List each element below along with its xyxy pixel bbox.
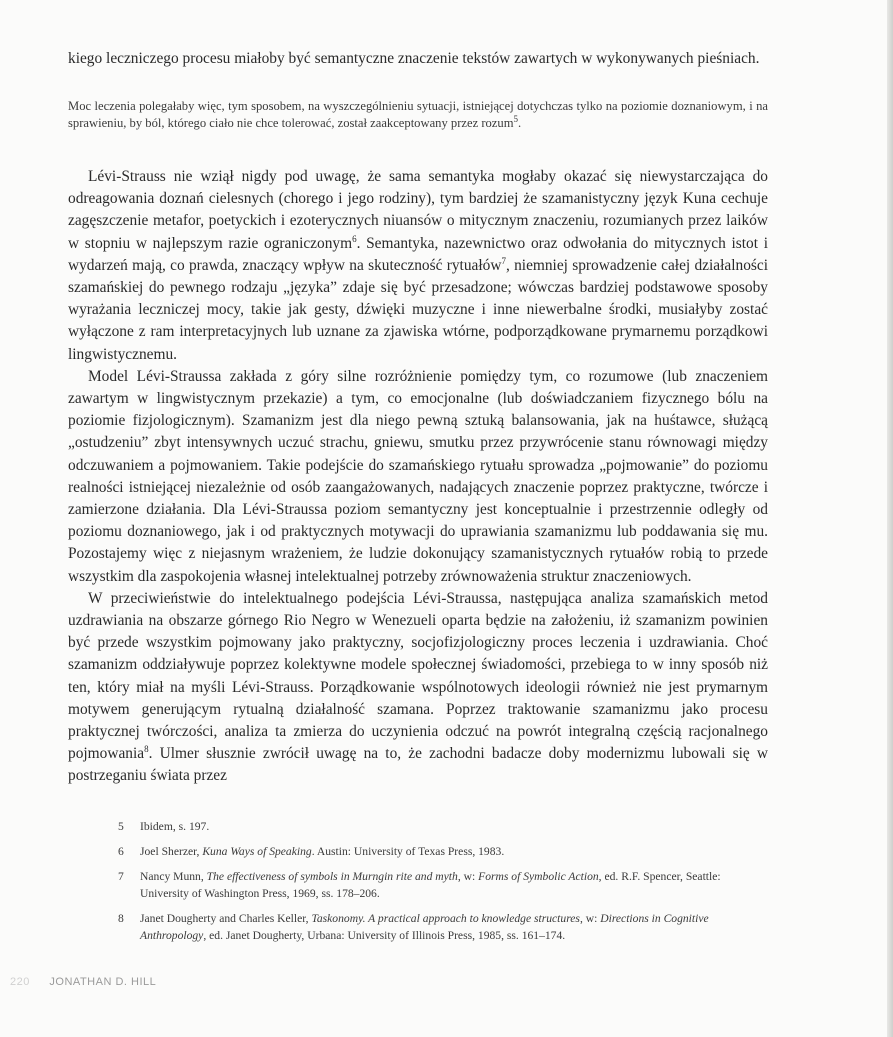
body-paragraph [68,366,768,588]
body-paragraph [68,166,768,366]
footnote-text [140,910,766,944]
page-edge-shadow [887,0,893,1037]
text-run: . Ulmer słusznie zwrócił uwagę na to, że zachodni badacze doby modernizmu lubowali się w postrzeganiu świata przez [68,745,768,785]
footnote-item [118,868,766,902]
text-run: . Austin: University of Texas Press, 1983. [311,845,505,858]
page-number: 220 [10,976,30,988]
italic-title: The effectiveness of symbols in Murngin rite and myth [206,870,458,883]
footnote-number: 6 [118,845,124,858]
text-run: , w: [457,870,479,883]
text-run: , ed. Janet Dougherty, Urbana: University of Illinois Press, 1985, ss. 161–174. [203,929,566,942]
footnote-ref[interactable]: 7 [501,255,506,266]
footnote-number: 7 [118,870,124,883]
italic-title: Taskonomy. A practical approach to knowledge structures [311,912,580,925]
quote-end: . [518,116,522,130]
running-author: JONATHAN D. HILL [49,976,157,988]
quote-text: Moc leczenia polegałaby więc, tym sposobem, na wyszczególnieniu sytuacji, istniejącej dotychczas tylko na poziomie doznaniowym, i na sprawieniu, by ból, którego ciało nie chce tolerować, został zaakceptowany przez rozum [68,99,768,130]
text-run: W przeciwieństwie do intelektualnego podejścia Lévi-Straussa, następująca analiza szamańskich metod uzdrawiania na obszarze górnego Rio Negro w Wenezueli oparta będzie na założeniu, iż szamanizm powinien być przede wszystkim pojmowany jako praktyczny, socjofizjologiczny proces leczenia i uzdrawiania. Choć szamanizm oddziaływuje poprzez kolektywne modele społecznej świadomości, przebiega to w inny sposób niż ten, który miał na myśli Lévi-Strauss. Porządkowanie wspólnotowych ideologii również nie jest prymarnym motywem generującym rytualną działalność szamana. Poprzez traktowanie szamanizmu jako procesu praktycznej twórczości, analiza ta zmierza do uczynienia odczuć na powrót integralną częścią racjonalnego pojmowania [68,589,768,763]
footnote-text [140,843,766,860]
footnotes-section [118,818,766,952]
block-quote [68,98,768,132]
text-run: Ibidem, s. 197. [140,820,210,833]
text-run: Lévi-Strauss nie wziął nigdy pod uwagę, że sama semantyka mogłaby okazać się niewystarczająca do odreagowania doznań cielesnych (chorego i jego rodziny), tym bardziej że szamanistyczny język Kuna cechuje zagęszczenie metafor, poetyckich i ezoterycznych niuansów o mitycznym znaczeniu, rozumianych przez laików w stopniu w najlepszym razie ograniczonym [68,168,768,252]
footnote-text [140,868,766,902]
text-run: Model Lévi-Straussa zakłada z góry silne rozróżnienie pomiędzy tym, co rozumowe (lub znaczeniem zawartym w lingwistycznym przekazie) a tym, co emocjonalne (lub doświadczaniem fizycznego bólu na poziomie fizjologicznym). Szamanizm jest dla niego pewną sztuką balansowania, jak na huśtawce, służącą „ostudzeniu” zbyt intensywnych uczuć strachu, gniewu, smutku przez przywrócenie stanu równowagi między odczuwaniem a pojmowaniem. Takie podejście do szamańskiego rytuału sprowadza „pojmowanie” do poziomu realności istniejącej niezależnie od osób zaangażowanych, nadających znaczenie poprzez praktyczne, twórcze i zamierzone działania. Dla Lévi-Straussa poziom semantyczny jest konceptualnie i przestrzennie odległy od poziomu doznaniowego, jak i od praktycznych motywacji do uprawiania szamanizmu lub poddawania się mu. Pozostajemy więc z niejasnym wrażeniem, że ludzie dokonujący szamanistycznych rytuałów robią to przede wszystkim dla zaspokojenia własnej intelektualnej potrzeby zrównoważenia struktur znaczeniowych. [68,367,768,585]
footnote-ref[interactable]: 6 [352,233,357,244]
text-run: , w: [579,912,601,925]
text-run: . Semantyka, nazewnictwo oraz odwołania do mitycznych istot i wydarzeń mają, co prawda, znaczący wpływ na skuteczność rytuałów [68,234,769,274]
text-run: Joel Sherzer, [140,845,203,858]
body-paragraph [68,588,768,788]
italic-title: Forms of Symbolic Action [478,870,599,883]
footnote-ref[interactable]: 8 [144,744,149,755]
quote-footnote-ref[interactable]: 5 [513,113,518,124]
lead-paragraph: kiego leczniczego procesu miałoby być semantyczne znaczenie tekstów zawartych w wykonywanych pieśniach. [68,50,760,67]
footnote-item [118,910,766,944]
text-run: , niemniej sprowadzenie całej działalności szamańskiej do pewnego rodzaju „języka” zdaje się być przesadzone; wówczas bardziej podstawowe sposoby wyrażania leczniczej mocy, takie jak gesty, dźwięki muzyczne i inne niewerbalne środki, musiałyby zostać wyłączone z ram interpretacyjnych lub uznane za zjawiska wtórne, podporządkowane prymarnemu porządkowi lingwistycznemu. [68,256,768,363]
footnote-item [118,818,766,835]
footnote-text [140,818,766,835]
italic-title: Kuna Ways of Speaking [202,845,312,858]
text-run: Nancy Munn, [140,870,207,883]
text-run: Janet Dougherty and Charles Keller, [140,912,312,925]
footnote-item [118,843,766,860]
body-text [68,166,768,788]
document-page [68,48,768,788]
footnote-number: 5 [118,820,124,833]
italic-title: Directions in Cognitive Anthropology [140,912,709,942]
text-run: , ed. R.F. Spencer, Seattle: University of Washington Press, 1969, ss. 178–206. [140,870,721,900]
footnote-number: 8 [118,912,124,925]
page-footer [10,976,156,988]
